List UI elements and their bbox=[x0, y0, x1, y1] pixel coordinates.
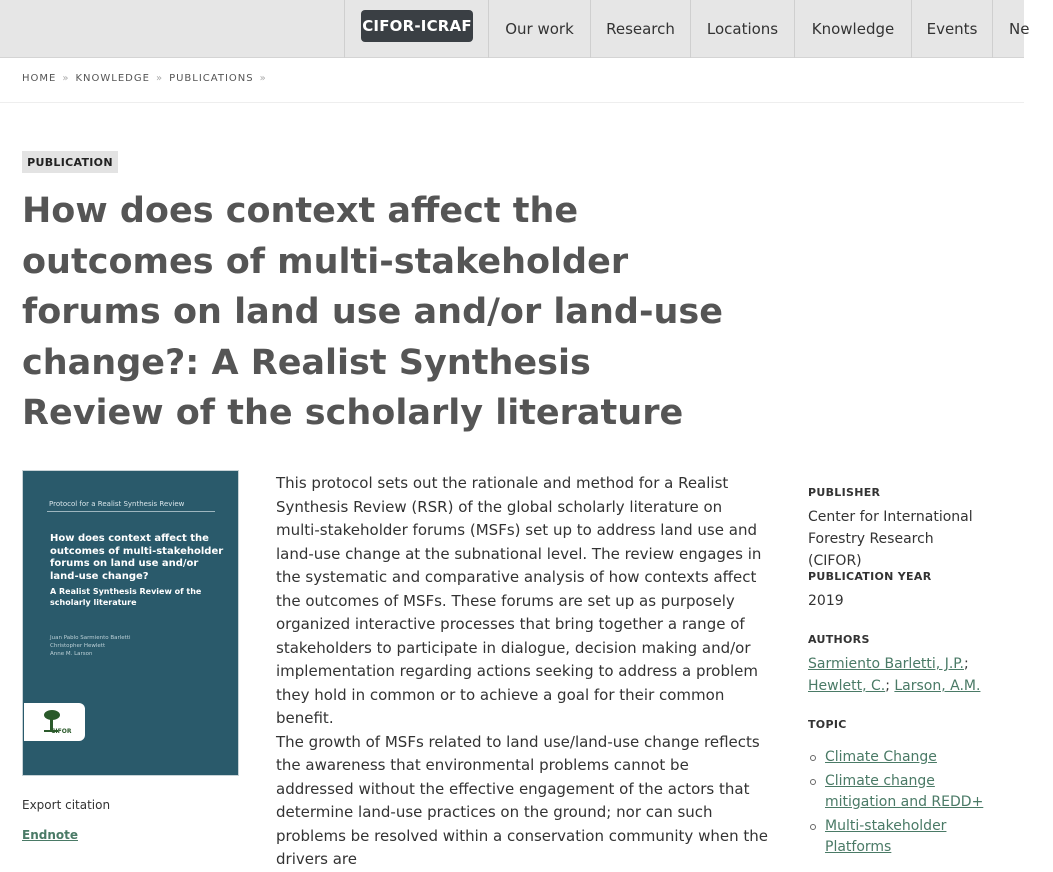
cifor-logo bbox=[24, 703, 85, 741]
cover-series-label: Protocol for a Realist Synthesis Review bbox=[49, 500, 185, 508]
top-navigation bbox=[0, 0, 1030, 58]
cover-title: How does context affect the outcomes of multi-stakeholder forums on land use and/or land-use change? bbox=[50, 533, 224, 582]
nav-events[interactable]: Events bbox=[912, 0, 993, 58]
breadcrumb bbox=[22, 73, 269, 84]
topic-item bbox=[808, 771, 998, 814]
breadcrumb-publications[interactable]: PUBLICATIONS bbox=[169, 73, 254, 84]
publisher-value: Center for International Forestry Research (CIFOR) bbox=[808, 509, 973, 569]
abstract bbox=[276, 472, 768, 872]
nav-research[interactable]: Research bbox=[591, 0, 691, 58]
cover-author: Juan Pablo Sarmiento Barletti bbox=[50, 635, 131, 641]
topic-list bbox=[808, 747, 1008, 859]
breadcrumb-home[interactable]: HOME bbox=[22, 73, 57, 84]
authors-label: AUTHORS bbox=[808, 633, 870, 646]
nav-knowledge[interactable]: Knowledge bbox=[795, 0, 912, 58]
cover-author: Anne M. Larson bbox=[50, 651, 93, 657]
breadcrumb-separator: » bbox=[259, 73, 267, 84]
publication-badge: PUBLICATION bbox=[22, 151, 118, 173]
brand-logo-button[interactable]: CIFOR-ICRAF bbox=[361, 10, 473, 42]
topic-link[interactable]: Multi-stakeholder Platforms bbox=[825, 817, 947, 855]
authors-block bbox=[808, 633, 1008, 697]
breadcrumb-separator: » bbox=[62, 73, 70, 84]
authors-list: Sarmiento Barletti, J.P.; Hewlett, C.; Larson, A.M. bbox=[808, 656, 981, 694]
publication-cover[interactable] bbox=[22, 470, 239, 776]
topic-link[interactable]: Climate Change bbox=[825, 749, 937, 765]
author-link[interactable]: Larson, A.M. bbox=[894, 678, 981, 694]
author-link[interactable]: Sarmiento Barletti, J.P. bbox=[808, 656, 964, 672]
topic-item bbox=[808, 747, 1008, 769]
breadcrumb-divider bbox=[0, 102, 1024, 103]
cover-author: Christopher Hewlett bbox=[50, 643, 106, 649]
bullet-icon bbox=[810, 824, 816, 830]
nav-locations[interactable]: Locations bbox=[691, 0, 795, 58]
author-link[interactable]: Hewlett, C. bbox=[808, 678, 886, 694]
cifor-logo-text: CIFOR bbox=[51, 728, 72, 735]
publication-year-value: 2019 bbox=[808, 593, 844, 609]
cover-divider bbox=[47, 511, 215, 512]
endnote-link[interactable]: Endnote bbox=[22, 828, 78, 842]
topic-item bbox=[808, 816, 958, 859]
publisher-label: PUBLISHER bbox=[808, 486, 881, 499]
nav-news[interactable]: Ne bbox=[1009, 20, 1030, 38]
publication-year-label: PUBLICATION YEAR bbox=[808, 570, 932, 583]
bullet-icon bbox=[810, 779, 816, 785]
breadcrumb-knowledge[interactable]: KNOWLEDGE bbox=[75, 73, 150, 84]
abstract-paragraph: This protocol sets out the rationale and method for a Realist Synthesis Review (RSR) of the global scholarly literature on multi-stakeholder forums (MSFs) set up to address land use and land-use change at the subnational level. The review engages in the systematic and comparative analysis of how contexts affect the outcomes of MSFs. These forums are set up as purposely organized interactive processes that bring together a range of stakeholders to participate in dialogue, decision making and/or implementation regarding actions seeking to address a problem they hold in common or to achieve a goal for their common benefit. bbox=[276, 474, 762, 727]
nav-our-work[interactable]: Our work bbox=[489, 0, 591, 58]
cover-authors bbox=[50, 634, 131, 658]
breadcrumb-separator: » bbox=[155, 73, 164, 84]
topic-block bbox=[808, 718, 1008, 859]
export-citation-label: Export citation bbox=[22, 798, 111, 812]
abstract-paragraph: The growth of MSFs related to land use/land-use change reflects the awareness that environmental problems cannot be addressed without the effective engagement of the actors that determine land-use practices on the ground; nor can such problems be resolved within a conservation community when the drivers are bbox=[276, 732, 768, 868]
topic-link[interactable]: Climate change mitigation and REDD+ bbox=[825, 772, 984, 810]
cover-subtitle: A Realist Synthesis Review of the scholarly literature bbox=[50, 587, 202, 607]
bullet-icon bbox=[810, 755, 816, 761]
publisher-block bbox=[808, 486, 1008, 572]
year-block bbox=[808, 570, 1008, 612]
topic-label: TOPIC bbox=[808, 718, 847, 731]
page-title: How does context affect the outcomes of multi-stakeholder forums on land use and/or land-use change?: A Realist Synthesis Review of the scholarly literature bbox=[22, 191, 723, 433]
